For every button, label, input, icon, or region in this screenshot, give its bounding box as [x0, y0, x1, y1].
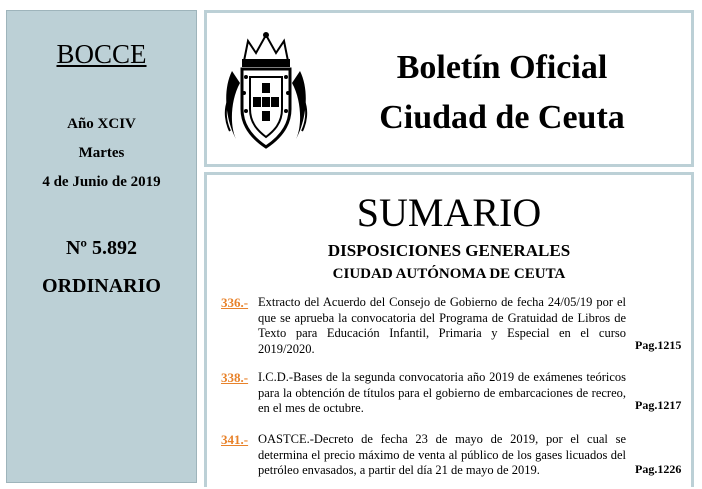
- summary-title: SUMARIO: [356, 190, 542, 235]
- entry-page: Pag.1226: [635, 462, 682, 476]
- bulletin-subtitle: Ciudad de Ceuta: [379, 99, 625, 136]
- entry-text: Extracto del Acuerdo del Consejo de Gobierno de fecha 24/05/19 por el que se aprueba la convocatoria del Programa de Gratuidad de Libros de Texto para Educación Infantil, Primaria y Especial en el curso 2019/2020.: [258, 295, 626, 356]
- entry-page: Pag.1215: [635, 338, 682, 352]
- publication-weekday: Martes: [78, 145, 125, 161]
- bulletin-title: Boletín Oficial: [396, 49, 608, 86]
- entry-text: OASTCE.-Decreto de fecha 23 de mayo de 2019, por el cual se determina el precio máximo de venta al público de los gases licuados del petróleo envasados, a partir del día 21 de mayo de 2019.: [258, 432, 626, 478]
- summary-panel: [204, 172, 694, 487]
- entry-number-link[interactable]: 341.-: [221, 432, 249, 447]
- entry-number-link[interactable]: 338.-: [221, 370, 249, 385]
- masthead: [204, 10, 694, 167]
- publication-year: Año XCIV: [67, 116, 136, 132]
- subsection-heading: CIUDAD AUTÓNOMA DE CEUTA: [332, 266, 566, 282]
- entry-text: I.C.D.-Bases de la segunda convocatoria año 2019 de exámenes teóricos para la obtención de títulos para el gobierno de embarcaciones de recreo, en el mes de octubre.: [258, 370, 626, 416]
- entry-page: Pag.1217: [635, 398, 682, 412]
- coat-of-arms-icon: [222, 31, 310, 153]
- issue-type: ORDINARIO: [42, 275, 161, 297]
- publication-acronym: BOCCE: [56, 39, 147, 69]
- sidebar-panel: [6, 10, 197, 483]
- publication-date: 4 de Junio de 2019: [42, 174, 161, 190]
- section-heading: DISPOSICIONES GENERALES: [327, 241, 571, 260]
- entry-number-link[interactable]: 336.-: [221, 295, 249, 310]
- issue-number: Nº 5.892: [65, 237, 138, 259]
